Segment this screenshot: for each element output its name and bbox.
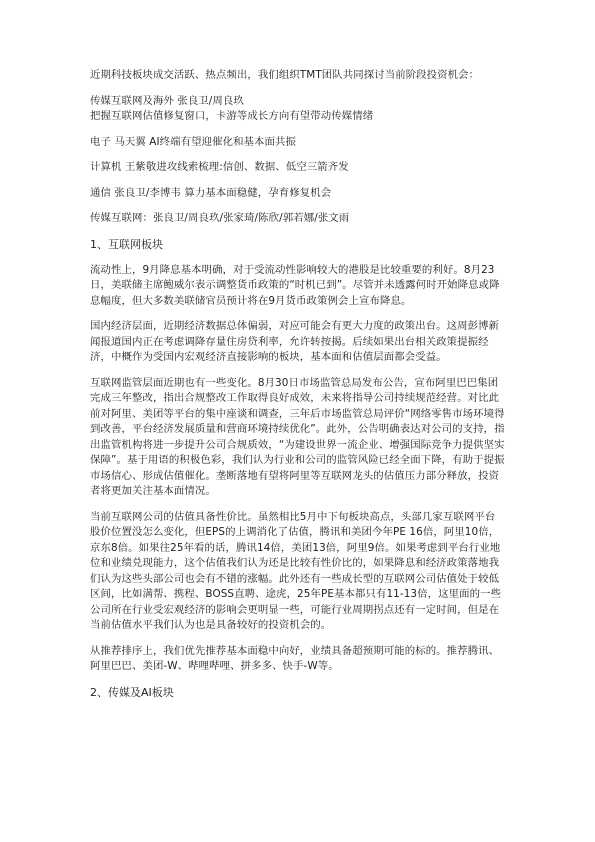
media-team: 传媒互联网：张良卫/周良玖/张家琦/陈欣/郭若娜/张文雨 [90, 212, 350, 224]
sector-media-title: 传媒互联网及海外 张良卫/周良玖 [90, 94, 244, 107]
section-heading-media-ai: 2、传媒及AI板块 [90, 685, 174, 699]
sector-electronics: 电子 马天翼 AI终端有望迎催化和基本面共振 [90, 135, 297, 148]
sector-computer: 计算机 王紫敬进攻线索梳理:信创、数据、低空三箭齐发 [90, 161, 349, 173]
paragraph-recommendation: 从推荐排序上，我们优先推荐基本面稳中向好，业绩具备超预期可能的标的。推荐腾讯、阿里巴巴、美团-W、哔哩哔哩、拼多多、快手-W等。 [90, 644, 500, 672]
sector-communication: 通信 张良卫/李博韦 算力基本面稳健，孕育修复机会 [90, 186, 332, 199]
sector-media-summary: 把握互联网估值修复窗口，卡游等成长方向有望带动传媒情绪 [90, 110, 374, 122]
section-heading-internet: 1、互联网板块 [90, 237, 163, 251]
intro-paragraph: 近期科技板块成交活跃、热点频出，我们组织TMT团队共同探讨当前阶段投资机会： [90, 69, 480, 81]
paragraph-regulation: 互联网监管层面近期也有一些变化。8月30日市场监管总局发布公告，宣布阿里巴巴集团完成三年整改，指出合规整改工作取得良好成效，未来将指导公司持续规范经营。对比此前对阿里、美团等平台的集中座谈和调查，三年后市场监管总局评价“网络零售市场环境得到改善，平台经济发展质量和营商环境持续优化”。此外，公告明确表达对公司的支持，指出监管机构将进一步提升公司合规质效，“为建设世界一流企业、增强国际竞争力提供坚实保障”。基于用语的积极色彩，我们认为行业和公司的监管风险已经全面下降，有助于提振市场信心、形成估值催化。垄断落地有望将阿里等互联网龙头的估值压力部分释放，投资者将更加关注基本面情况。 [90, 376, 505, 497]
paragraph-liquidity: 流动性上，9月降息基本明确，对于受流动性影响较大的港股是比较重要的利好。8月23日，美联储主席鲍威尔表示调整货币政策的“时机已到”。尽管并未透露何时开始降息或降息幅度，但大多数美联储官员预计将在9月货币政策例会上宣布降息。 [90, 263, 500, 307]
paragraph-valuation: 当前互联网公司的估值具备性价比。虽然相比5月中下旬板块高点，头部几家互联网平台股价位置没怎么变化，但EPS的上调消化了估值，腾讯和美团今年PE 16倍，阿里10倍，京东8倍。如果往25年看的话，腾讯14倍，美团13倍，阿里9倍。如果考虑到平台行业地位和业绩兑现能力，这个估值我们认为还是比较有性价比的，如果降息和经济政策落地我们认为这些头部公司也会有不错的涨幅。此外还有一些成长型的互联网公司估值处于较低区间，比如满帮、携程、BOSS直聘、途虎，25年PE基本都只有11-13倍，这里面的一些公司所在行业受宏观经济的影响会更明显一些，可能行业周期拐点还有一定时间，但是在当前估值水平我们认为也是具备较好的投资机会的。 [90, 510, 502, 631]
paragraph-domestic-economy: 国内经济层面，近期经济数据总体偏弱，对应可能会有更大力度的政策出台。这周彭博新闻报道国内正在考虑调降存量住房贷利率，允许转按揭。后续如果出台相关政策提振经济，中概作为受国内宏观经济直接影响的板块，基本面和估值层面都会受益。 [90, 320, 500, 363]
document-body [90, 68, 505, 701]
